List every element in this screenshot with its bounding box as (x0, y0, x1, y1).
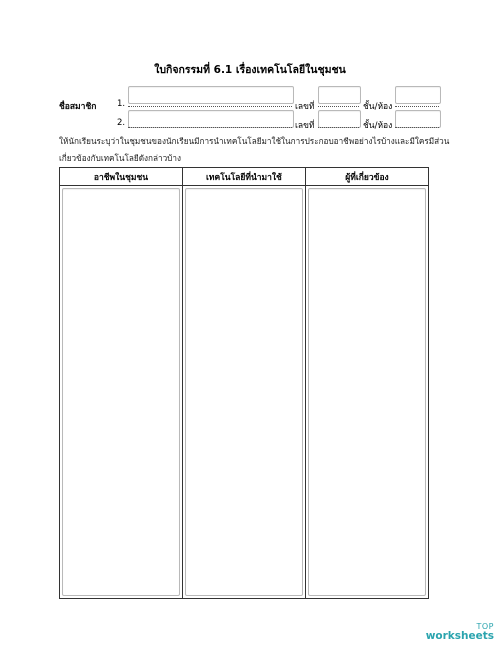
member-row-1-class-input[interactable] (395, 86, 441, 104)
member-row-2-id-dotline (318, 127, 359, 128)
related-people-cell (305, 186, 428, 599)
member-row-1-id-input[interactable] (318, 86, 361, 104)
technology-cell (182, 186, 305, 599)
occupation-cell (60, 186, 183, 599)
member-row-2-class-input[interactable] (395, 110, 441, 128)
member-row-2-id-label: เลขที่ (295, 121, 315, 131)
brand-top-text: TOP (476, 621, 494, 631)
member-row-1-id-label: เลขที่ (295, 102, 315, 112)
brand-bottom-text: worksheets (425, 629, 494, 642)
member-row-2-name-dotline (128, 127, 292, 128)
member-row-2-class-dotline (395, 127, 439, 128)
header-occupation: อาชีพในชุมชน (60, 168, 183, 186)
member-row-1-number: 1. (117, 99, 126, 109)
member-label: ชื่อสมาชิก (59, 102, 97, 112)
brand-logo (426, 623, 494, 642)
occupation-input[interactable] (62, 188, 180, 596)
header-technology: เทคโนโลยีที่นำมาใช้ (182, 168, 305, 186)
member-row-1-class-dotline (395, 106, 439, 107)
member-row-2-number: 2. (117, 118, 126, 128)
instruction-line-1: ให้นักเรียนระบุว่าในชุมชนของนักเรียนมีการนำเทคโนโลยีมาใช้ในการประกอบอาชีพอย่างไรบ้างและมีใครมีส่วน (59, 136, 450, 146)
header-related-people: ผู้ที่เกี่ยวข้อง (305, 168, 428, 186)
technology-input[interactable] (185, 188, 303, 596)
member-row-1-name-input[interactable] (128, 86, 294, 104)
activity-table (59, 167, 429, 599)
member-row-2-id-input[interactable] (318, 110, 361, 128)
member-row-1-name-dotline (128, 106, 292, 107)
member-row-1-id-dotline (318, 106, 359, 107)
page-title: ใบกิจกรรมที่ 6.1 เรื่องเทคโนโลยีในชุมชน (154, 64, 346, 76)
member-row-2-class-label: ชั้น/ห้อง (363, 121, 393, 131)
instruction-line-2: เกี่ยวข้องกับเทคโนโลยีดังกล่าวบ้าง (59, 153, 181, 163)
member-row-2-name-input[interactable] (128, 110, 294, 128)
related-people-input[interactable] (308, 188, 426, 596)
member-row-1-class-label: ชั้น/ห้อง (363, 102, 393, 112)
